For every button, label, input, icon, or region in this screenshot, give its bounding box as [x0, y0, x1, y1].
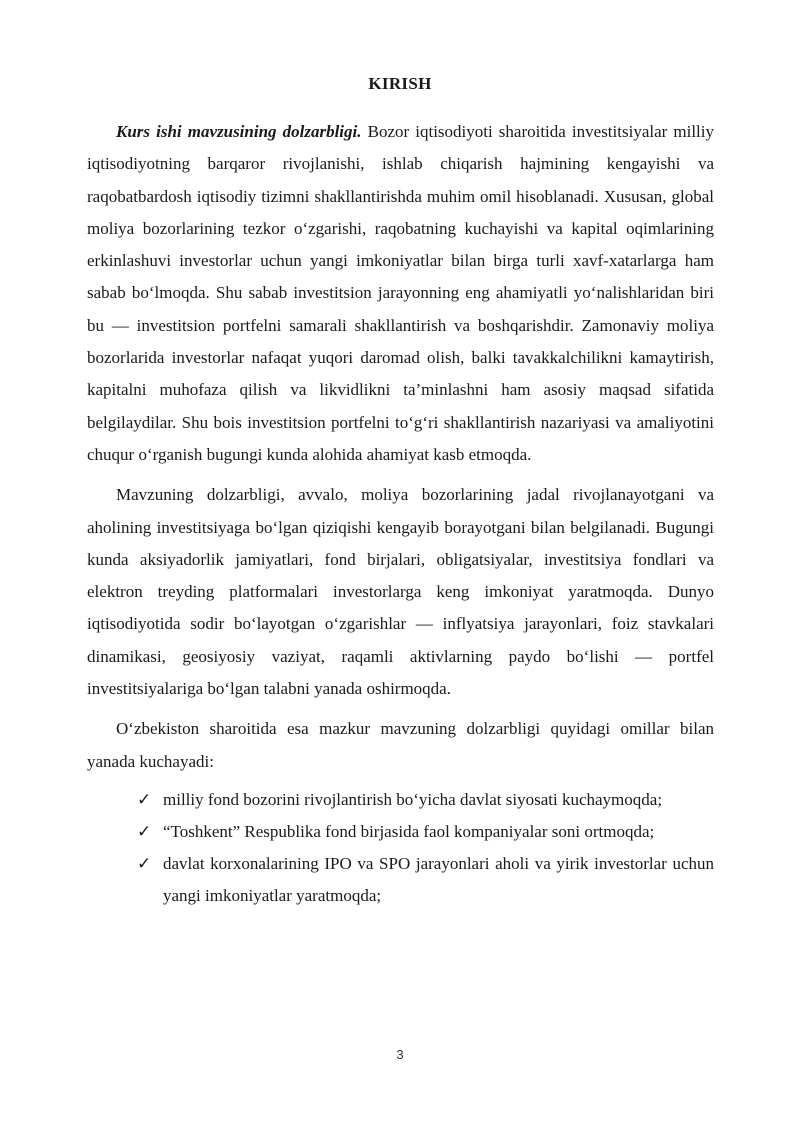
paragraph-relevance	[87, 116, 714, 471]
list-item	[137, 848, 714, 912]
factors-list	[87, 784, 714, 912]
page-number: 3	[396, 1047, 404, 1062]
check-mark-icon: ✓	[137, 853, 152, 874]
list-item-text: milliy fond bozorini rivojlantirish bo‘yicha davlat siyosati kuchaymoqda;	[163, 789, 663, 809]
paragraph-text: Bozor iqtisodiyoti sharoitida investitsiyalar milliy iqtisodiyotning barqaror rivojlanishi, ishlab chiqarish hajmining kengayishi va raqobatbardosh iqtisodiy tizimni shakllantirishda muhim omil hisoblanadi. Xususan, global moliya bozorlarining tezkor o‘zgarishi, raqobatning kuchayishi va kapital oqimlarining erkinlashuvi investorlar uchun yangi imkoniyatlar bilan birga turli xavf-xatarlarga ham sabab bo‘lmoqda. Shu sabab investitsion jarayonning eng ahamiyatli yo‘nalishlaridan biri bu — investitsion portfelni samarali shakllantirish va boshqarishdir. Zamonaviy moliya bozorlarida investorlar nafaqat yuqori daromad olish, balki tavakkalchilikni kamaytirish, kapitalni muhofaza qilish va likvidlikni ta’minlashni ham asosiy maqsad sifatida belgilaydilar. Shu bois investitsion portfelni to‘g‘ri shakllantirish nazariyasi va amaliyotini chuqur o‘rganish bugungi kunda alohida ahamiyat kasb etmoqda.	[87, 122, 714, 464]
list-item	[137, 816, 714, 848]
paragraph-markets: Mavzuning dolzarbligi, avvalo, moliya bozorlarining jadal rivojlanayotgani va aholining investitsiyaga bo‘lgan qiziqishi kengayib borayotgani bilan belgilanadi. Bugungi kunda aksiyadorlik jamiyatlari, fond birjalari, obligatsiyalar, investitsiya fondlari va elektron treyding platformalari investorlarga keng imkoniyat yaratmoqda. Dunyo iqtisodiyotida sodir bo‘layotgan o‘zgarishlar — inflyatsiya jarayonlari, foiz stavkalari dinamikasi, geosiyosiy vaziyat, raqamli aktivlarning paydo bo‘lishi — portfel investitsiyalariga bo‘lgan talabni yanada oshirmoqda.	[87, 485, 714, 699]
page-title: KIRISH	[368, 74, 432, 93]
list-item	[137, 784, 714, 816]
paragraph-lead: Kurs ishi mavzusining dolzarbligi.	[116, 122, 362, 141]
paragraph-uzbekistan: O‘zbekiston sharoitida esa mazkur mavzuning dolzarbligi quyidagi omillar bilan yanada kuchayadi:	[87, 719, 714, 771]
list-item-text: “Toshkent” Respublika fond birjasida faol kompaniyalar soni ortmoqda;	[163, 821, 655, 841]
check-mark-icon: ✓	[137, 821, 152, 842]
document-body	[87, 116, 714, 912]
list-item-text: davlat korxonalarining IPO va SPO jarayonlari aholi va yirik investorlar uchun yangi imkoniyatlar yaratmoqda;	[163, 853, 714, 905]
check-mark-icon: ✓	[137, 789, 152, 810]
